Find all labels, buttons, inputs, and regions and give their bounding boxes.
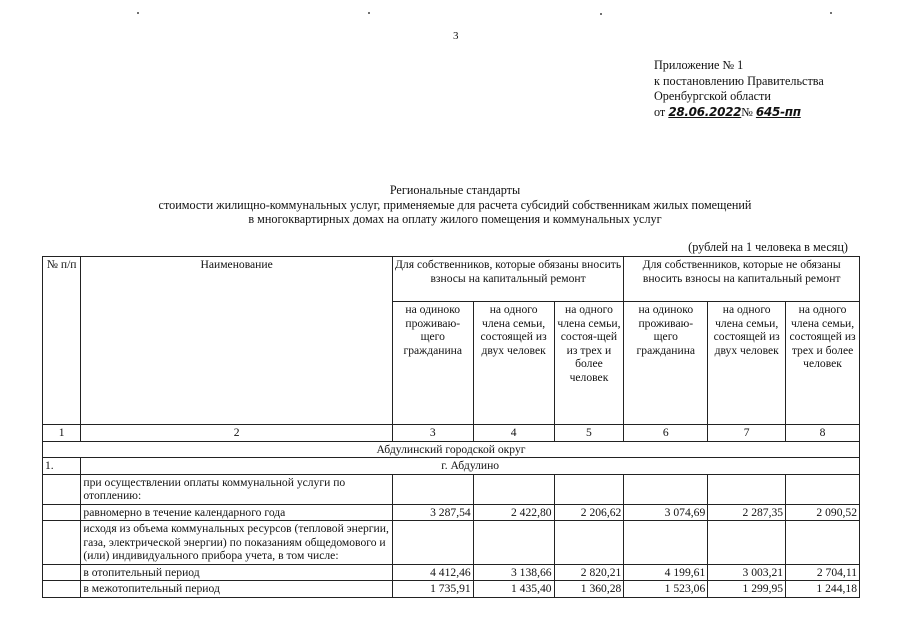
header-sub-three-b: на одного члена семьи, состоящей из трех и более человек — [786, 302, 860, 425]
scan-speck — [368, 12, 370, 14]
row-value: 2 704,11 — [786, 564, 860, 581]
row-label: равномерно в течение календарного года — [81, 504, 392, 521]
column-number: 6 — [624, 425, 708, 442]
title-line3: в многоквартирных домах на оплату жилого помещения и коммунальных услуг — [248, 212, 662, 226]
scan-speck — [600, 13, 602, 15]
row-value — [554, 474, 624, 504]
row-value: 3 138,66 — [473, 564, 554, 581]
row-value — [554, 521, 624, 565]
region-name: Абдулинский городской округ — [43, 441, 860, 458]
locality-row — [43, 458, 860, 475]
row-value — [392, 474, 473, 504]
row-value: 4 199,61 — [624, 564, 708, 581]
row-value: 2 820,21 — [554, 564, 624, 581]
scan-speck — [137, 12, 139, 14]
column-number: 2 — [81, 425, 392, 442]
row-value — [392, 521, 473, 565]
appendix-line1: Приложение № 1 — [654, 58, 744, 72]
table-row — [43, 521, 860, 565]
column-number: 7 — [708, 425, 786, 442]
row-value: 1 735,91 — [392, 581, 473, 598]
handwritten-date: 28.06.2022 — [668, 104, 742, 119]
header-group-no-capital-repair: Для собственников, которые не обязаны вносить взносы на капитальный ремонт — [624, 257, 860, 302]
column-number: 3 — [392, 425, 473, 442]
header-row-1 — [43, 257, 860, 302]
title-line2: стоимости жилищно-коммунальных услуг, применяемые для расчета субсидий собственникам жилых помещений — [158, 197, 752, 212]
row-label: в межотопительный период — [81, 581, 392, 598]
header-sub-two-a: на одного члена семьи, состоящей из двух человек — [473, 302, 554, 425]
row-label: при осуществлении оплаты коммунальной услуги по отоплению: — [81, 474, 392, 504]
header-name: Наименование — [81, 257, 392, 425]
row-value — [708, 521, 786, 565]
header-num: № п/п — [43, 257, 81, 425]
region-row — [43, 441, 860, 458]
row-value: 3 003,21 — [708, 564, 786, 581]
header-sub-two-b: на одного члена семьи, состоящей из двух человек — [708, 302, 786, 425]
column-number: 1 — [43, 425, 81, 442]
row-value: 4 412,46 — [392, 564, 473, 581]
row-value: 1 435,40 — [473, 581, 554, 598]
table-row — [43, 474, 860, 504]
appendix-line3: Оренбургской области — [654, 89, 771, 103]
title-line1: Региональные стандарты — [389, 183, 521, 197]
row-value — [624, 521, 708, 565]
column-number: 4 — [473, 425, 554, 442]
appendix-block — [654, 58, 894, 120]
row-value: 3 074,69 — [624, 504, 708, 521]
row-value — [473, 474, 554, 504]
row-value — [786, 521, 860, 565]
row-value: 1 360,28 — [554, 581, 624, 598]
table-row — [43, 564, 860, 581]
row-value — [624, 474, 708, 504]
locality-name: г. Абдулино — [81, 458, 860, 475]
row-value: 1 299,95 — [708, 581, 786, 598]
row-value: 1 244,18 — [786, 581, 860, 598]
scan-specks — [0, 12, 905, 16]
table-row — [43, 504, 860, 521]
row-value — [473, 521, 554, 565]
page-number: 3 — [453, 30, 459, 42]
header-sub-three-a: на одного члена семьи, состоя-щей из трех и более человек — [554, 302, 624, 425]
row-value: 2 287,35 — [708, 504, 786, 521]
table-row — [43, 581, 860, 598]
header-group-capital-repair: Для собственников, которые обязаны вносить взносы на капитальный ремонт — [392, 257, 624, 302]
row-value — [708, 474, 786, 504]
column-number: 8 — [786, 425, 860, 442]
row-label: исходя из объема коммунальных ресурсов (тепловой энергии, газа, электрической энергии) по показаниям общедомового и (или) индивидуального прибора учета, в том числе: — [81, 521, 392, 565]
appendix-line2: к постановлению Правительства — [654, 73, 824, 88]
standards-table — [42, 256, 860, 598]
appendix-date-line — [654, 105, 894, 121]
row-value: 2 422,80 — [473, 504, 554, 521]
document-title — [110, 183, 800, 227]
scan-speck — [830, 12, 832, 14]
locality-number: 1. — [43, 458, 81, 475]
header-sub-single-b: на одиноко проживаю-щего гражданина — [624, 302, 708, 425]
row-value: 2 090,52 — [786, 504, 860, 521]
row-value: 1 523,06 — [624, 581, 708, 598]
row-value: 3 287,54 — [392, 504, 473, 521]
header-sub-single-a: на одиноко проживаю-щего гражданина — [392, 302, 473, 425]
number-prefix: № — [741, 104, 753, 119]
column-number-row — [43, 425, 860, 442]
row-value: 2 206,62 — [554, 504, 624, 521]
date-prefix: от — [654, 104, 666, 119]
column-number: 5 — [554, 425, 624, 442]
row-label: в отопительный период — [81, 564, 392, 581]
units-note: (рублей на 1 человека в месяц) — [688, 240, 848, 254]
row-value — [786, 474, 860, 504]
handwritten-number: 645-пп — [755, 104, 801, 119]
